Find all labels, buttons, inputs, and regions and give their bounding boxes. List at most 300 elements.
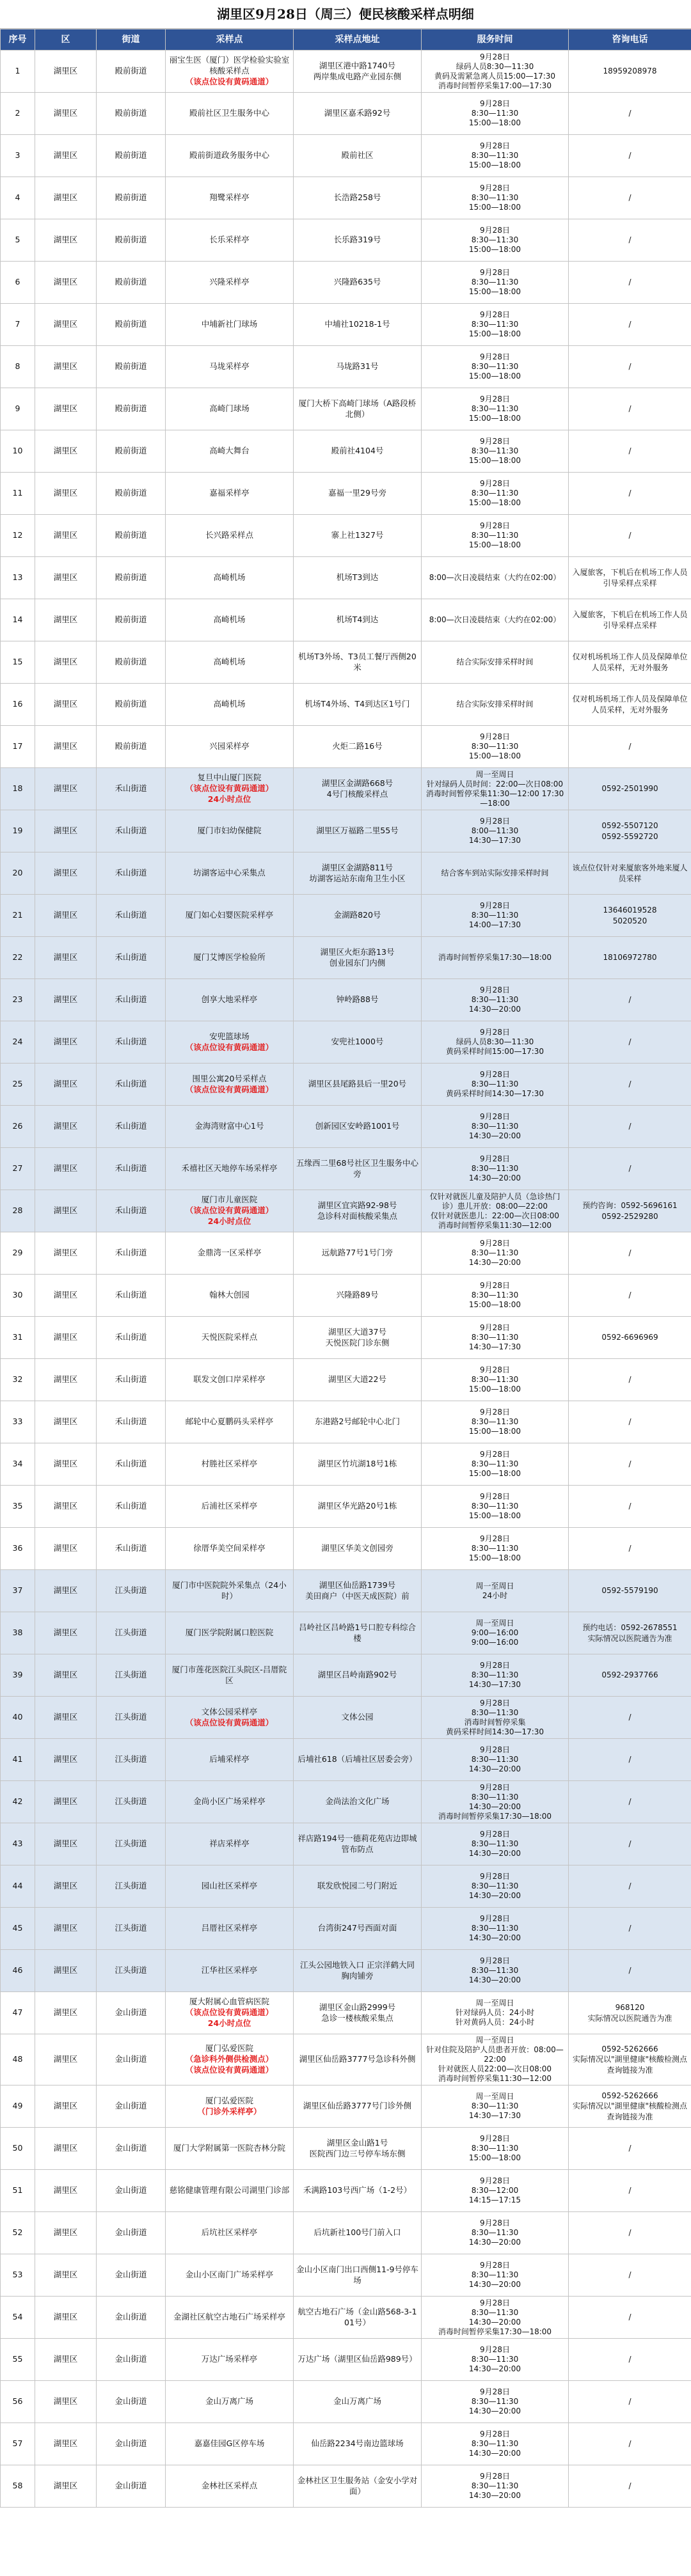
cell-street: 禾山街道 [97, 937, 166, 979]
site-name: 长乐采样亭 [209, 235, 250, 245]
cell-no: 15 [1, 641, 35, 684]
cell-address: 五缘西二里68号社区卫生服务中心旁 [294, 1148, 422, 1190]
cell-site [166, 346, 294, 388]
table-row [1, 1106, 691, 1148]
cell-time: 周一至周日 针对绿码人员时间：22:00—次日08:00 消毒时间暂停采集11:30—12:00 17:30—18:00 [422, 768, 569, 810]
site-name: 翰林大创园 [209, 1290, 250, 1300]
cell-time: 结合客车到站实际安排采样时间 [422, 852, 569, 895]
cell-no: 12 [1, 515, 35, 557]
cell-site [166, 2339, 294, 2381]
cell-time: 结合实际安排采样时间 [422, 641, 569, 684]
table-row [1, 768, 691, 810]
cell-no: 45 [1, 1908, 35, 1950]
cell-district: 湖里区 [35, 1781, 97, 1823]
cell-site [166, 1908, 294, 1950]
cell-district: 湖里区 [35, 1190, 97, 1232]
site-name: 慈铭健康管理有限公司湖里门诊部 [169, 2185, 290, 2195]
cell-site [166, 599, 294, 641]
cell-time: 9月28日 8:30—11:30 14:30—20:00 [422, 1908, 569, 1950]
cell-time: 9月28日 8:30—11:30 15:00—18:00 [422, 473, 569, 515]
site-name: 厦门如心妇婴医院采样亭 [185, 910, 274, 920]
cell-time: 9月28日 8:30—11:30 14:30—20:00 [422, 2339, 569, 2381]
cell-no: 14 [1, 599, 35, 641]
cell-district: 湖里区 [35, 1359, 97, 1401]
cell-street: 金山街道 [97, 2170, 166, 2212]
cell-phone: / [569, 2465, 691, 2508]
cell-time: 9月28日 8:30—11:30 14:30—17:30 [422, 1654, 569, 1697]
cell-no: 47 [1, 1992, 35, 2034]
site-note: （该点位设有黄码通道） 24小时点位 [185, 2007, 274, 2028]
site-name: 祥店采样亭 [209, 1839, 250, 1849]
cell-phone: / [569, 346, 691, 388]
cell-phone: / [569, 1148, 691, 1190]
cell-no: 27 [1, 1148, 35, 1190]
cell-address: 兴隆路635号 [294, 262, 422, 304]
cell-district: 湖里区 [35, 1232, 97, 1275]
cell-address: 金尚法治文化广场 [294, 1781, 422, 1823]
cell-no: 24 [1, 1021, 35, 1064]
cell-time: 9月28日 8:30—11:30 15:00—18:00 [422, 1401, 569, 1443]
table-row [1, 2034, 691, 2085]
site-name: 丽宝生医（厦门）医学检验实验室核酸采样点 [169, 55, 290, 76]
cell-address: 长浩路258号 [294, 177, 422, 219]
cell-street: 江头街道 [97, 1612, 166, 1654]
cell-no: 54 [1, 2297, 35, 2339]
cell-district: 湖里区 [35, 1950, 97, 1992]
site-note: （该点位设有黄码通道） [185, 1042, 274, 1052]
cell-time: 9月28日 8:30—11:30 15:00—18:00 [422, 1486, 569, 1528]
site-name: 坊湖客运中心采集点 [193, 868, 266, 878]
cell-phone: / [569, 515, 691, 557]
cell-phone: 入厦旅客，下机后在机场工作人员引导采样点采样 [569, 599, 691, 641]
cell-address: 机场T4外场、T4到达区1号门 [294, 684, 422, 726]
cell-phone: / [569, 219, 691, 262]
cell-phone: 0592-5262666 实际情况以"湖里健康"核酸检测点查询链接为准 [569, 2085, 691, 2128]
table-row [1, 1359, 691, 1401]
cell-site [166, 1823, 294, 1865]
cell-site [166, 430, 294, 473]
cell-street: 禾山街道 [97, 979, 166, 1021]
cell-phone: / [569, 726, 691, 768]
cell-site [166, 1232, 294, 1275]
table-row [1, 219, 691, 262]
cell-district: 湖里区 [35, 262, 97, 304]
site-name: 嘉嘉佳园G区停车场 [194, 2439, 265, 2449]
cell-time: 9月28日 8:30—11:30 14:30—20:00 [422, 979, 569, 1021]
cell-district: 湖里区 [35, 810, 97, 852]
cell-street: 殿前街道 [97, 515, 166, 557]
site-name: 金尚小区广场采样亭 [193, 1796, 266, 1807]
cell-phone: 0592-2937766 [569, 1654, 691, 1697]
cell-address: 金湖路820号 [294, 895, 422, 937]
cell-street: 江头街道 [97, 1739, 166, 1781]
cell-site [166, 684, 294, 726]
cell-no: 39 [1, 1654, 35, 1697]
cell-district: 湖里区 [35, 1486, 97, 1528]
cell-street: 禾山街道 [97, 1401, 166, 1443]
cell-street: 金山街道 [97, 2423, 166, 2465]
cell-no: 2 [1, 93, 35, 135]
cell-address: 文体公园 [294, 1697, 422, 1739]
cell-street: 金山街道 [97, 2254, 166, 2297]
cell-time: 周一至周日 8:30—11:30 14:30—17:30 [422, 2085, 569, 2128]
table-row [1, 895, 691, 937]
table-row [1, 1190, 691, 1232]
cell-street: 禾山街道 [97, 1106, 166, 1148]
cell-street: 殿前街道 [97, 93, 166, 135]
cell-address: 湖里区金山路1号 医院西门边三号停车场东侧 [294, 2128, 422, 2170]
site-name: 文体公园采样亭 [201, 1706, 258, 1716]
site-name: 厦门艾博医学检验所 [193, 952, 266, 962]
cell-time: 9月28日 8:30—11:30 消毒时间暂停采集 黄码采样时间14:30—17:30 [422, 1697, 569, 1739]
site-name: 后浦社区采样亭 [201, 1501, 258, 1511]
cell-address: 创新园区安岭路1001号 [294, 1106, 422, 1148]
cell-phone: / [569, 2128, 691, 2170]
cell-site [166, 388, 294, 430]
cell-address: 禾满路103号西广场（1-2号） [294, 2170, 422, 2212]
table-row [1, 51, 691, 93]
cell-phone: / [569, 1697, 691, 1739]
cell-no: 50 [1, 2128, 35, 2170]
table-row [1, 2212, 691, 2254]
cell-phone: / [569, 1106, 691, 1148]
cell-time: 9月28日 8:30—11:30 14:30—20:00 [422, 2423, 569, 2465]
cell-time: 9月28日 8:30—11:30 黄码采样时间14:30—17:30 [422, 1064, 569, 1106]
cell-phone: 0592-5262666 实际情况以"湖里健康"核酸检测点查询链接为准 [569, 2034, 691, 2085]
cell-address: 祥店路194号一德莉花苑店边即城管布防点 [294, 1823, 422, 1865]
site-name: 园山社区采样亭 [201, 1881, 258, 1891]
cell-no: 33 [1, 1401, 35, 1443]
cell-site [166, 219, 294, 262]
cell-time: 9月28日 8:30—11:30 14:30—20:00 [422, 2465, 569, 2508]
table-row [1, 1148, 691, 1190]
cell-time: 9月28日 8:30—11:30 15:00—18:00 [422, 1443, 569, 1486]
cell-no: 28 [1, 1190, 35, 1232]
site-name: 厦门市妇幼保健院 [197, 826, 262, 836]
table-row [1, 1697, 691, 1739]
cell-street: 金山街道 [97, 2212, 166, 2254]
cell-district: 湖里区 [35, 2339, 97, 2381]
cell-phone: / [569, 1823, 691, 1865]
table-row [1, 684, 691, 726]
cell-phone: / [569, 430, 691, 473]
table-row [1, 810, 691, 852]
cell-time: 周一至周日 针对住院及陪护人员患者开放：08:00—22:00 针对就医人员22:00—次日08:00 消毒时间暂停采集11:30—12:00 [422, 2034, 569, 2085]
site-name: 高崎机场 [213, 657, 246, 667]
cell-site [166, 473, 294, 515]
cell-no: 3 [1, 135, 35, 177]
cell-district: 湖里区 [35, 1528, 97, 1570]
cell-time: 9月28日 8:30—11:30 15:00—18:00 [422, 1275, 569, 1317]
cell-site [166, 1654, 294, 1697]
cell-address: 联发欣悦园二号门附近 [294, 1865, 422, 1908]
cell-no: 40 [1, 1697, 35, 1739]
table-row [1, 2085, 691, 2128]
site-note: （该点位设有黄码通道） [185, 1084, 274, 1094]
cell-address: 湖里区港中路1740号 两岸集成电路产业园东侧 [294, 51, 422, 93]
cell-street: 金山街道 [97, 2381, 166, 2423]
cell-street: 禾山街道 [97, 768, 166, 810]
site-name: 复旦中山厦门医院 [197, 773, 262, 783]
cell-time: 9月28日 8:30—11:30 15:00—18:00 [422, 388, 569, 430]
cell-street: 禾山街道 [97, 1021, 166, 1064]
cell-phone: / [569, 1359, 691, 1401]
table-row [1, 2297, 691, 2339]
cell-district: 湖里区 [35, 2170, 97, 2212]
cell-street: 禾山街道 [97, 1232, 166, 1275]
table-row [1, 1401, 691, 1443]
cell-address: 殿前社区 [294, 135, 422, 177]
cell-street: 金山街道 [97, 2465, 166, 2508]
cell-time: 9月28日 8:30—11:30 14:30—20:00 [422, 2381, 569, 2423]
table-row [1, 262, 691, 304]
table-row [1, 2128, 691, 2170]
cell-site [166, 51, 294, 93]
cell-district: 湖里区 [35, 2423, 97, 2465]
column-header-district: 区 [35, 29, 97, 51]
cell-no: 44 [1, 1865, 35, 1908]
page-title: 湖里区9月28日（周三）便民核酸采样点明细 [0, 0, 691, 29]
cell-district: 湖里区 [35, 51, 97, 93]
site-name: 厦门医学院附属口腔医院 [185, 1628, 274, 1638]
cell-address: 金山小区南门出口西侧11-9号停车场 [294, 2254, 422, 2297]
cell-time: 9月28日 8:30—11:30 15:00—18:00 [422, 430, 569, 473]
cell-address: 湖里区仙岳路1739号 美田商户（中医天成医院）前 [294, 1570, 422, 1612]
cell-address: 湖里区华光路20号1栋 [294, 1486, 422, 1528]
cell-district: 湖里区 [35, 1570, 97, 1612]
cell-street: 禾山街道 [97, 1443, 166, 1486]
cell-street: 金山街道 [97, 2128, 166, 2170]
cell-street: 殿前街道 [97, 473, 166, 515]
cell-time: 9月28日 8:00—11:30 14:30—17:30 [422, 810, 569, 852]
table-row [1, 1739, 691, 1781]
table-row [1, 1486, 691, 1528]
cell-address: 湖里区宜宾路92-98号 急诊科对面核酸采集点 [294, 1190, 422, 1232]
cell-site [166, 93, 294, 135]
cell-phone: / [569, 2212, 691, 2254]
site-name: 吕厝社区采样亭 [201, 1923, 258, 1933]
cell-district: 湖里区 [35, 895, 97, 937]
cell-phone: 该点位仅针对来厦旅客外地来厦人员采样 [569, 852, 691, 895]
cell-time: 9月28日 8:30—11:30 14:30—20:00 [422, 1739, 569, 1781]
cell-street: 江头街道 [97, 1570, 166, 1612]
cell-time: 9月28日 8:30—11:30 15:00—18:00 [422, 346, 569, 388]
cell-no: 18 [1, 768, 35, 810]
table-row [1, 641, 691, 684]
cell-phone: / [569, 1865, 691, 1908]
site-note: （该点位设有黄码通道） 24小时点位 [185, 783, 274, 804]
cell-street: 江头街道 [97, 1697, 166, 1739]
cell-district: 湖里区 [35, 1908, 97, 1950]
cell-street: 禾山街道 [97, 1528, 166, 1570]
cell-site [166, 810, 294, 852]
table-body [1, 51, 691, 2508]
cell-time: 9月28日 8:30—11:30 14:30—20:00 [422, 1823, 569, 1865]
cell-site [166, 1486, 294, 1528]
cell-address: 湖里区金湖路668号 4号门核酸采样点 [294, 768, 422, 810]
site-name: 天悦医院采样点 [201, 1332, 258, 1342]
cell-phone: / [569, 1232, 691, 1275]
table-row [1, 515, 691, 557]
table-row [1, 1950, 691, 1992]
cell-time: 9月28日 8:30—11:30 15:00—18:00 [422, 515, 569, 557]
cell-phone: / [569, 2297, 691, 2339]
cell-site [166, 937, 294, 979]
cell-address: 马垅路31号 [294, 346, 422, 388]
cell-phone: / [569, 93, 691, 135]
cell-time: 9月28日 8:30—12:00 14:15—17:15 [422, 2170, 569, 2212]
table-row [1, 1654, 691, 1697]
cell-time: 9月28日 8:30—11:30 15:00—18:00 [422, 304, 569, 346]
cell-street: 殿前街道 [97, 684, 166, 726]
site-name: 高崎机场 [213, 615, 246, 625]
cell-phone: 入厦旅客，下机后在机场工作人员引导采样点采样 [569, 557, 691, 599]
table-row [1, 346, 691, 388]
cell-phone: 0592-2501990 [569, 768, 691, 810]
cell-no: 21 [1, 895, 35, 937]
cell-address: 中埔社10218-1号 [294, 304, 422, 346]
table-row [1, 1908, 691, 1950]
cell-time: 9月28日 8:30—11:30 14:30—20:00 [422, 1148, 569, 1190]
cell-time: 周一至周日 9:00—16:00 9:00—16:00 [422, 1612, 569, 1654]
cell-address: 殿前社4104号 [294, 430, 422, 473]
cell-address: 机场T3到达 [294, 557, 422, 599]
site-name: 兴隆采样亭 [209, 277, 250, 287]
cell-site [166, 262, 294, 304]
site-note: （门诊外采样亭） [197, 2106, 262, 2116]
cell-district: 湖里区 [35, 2034, 97, 2085]
cell-site [166, 1570, 294, 1612]
cell-time: 9月28日 8:30—11:30 15:00—18:00 [422, 2128, 569, 2170]
cell-phone: / [569, 1908, 691, 1950]
cell-site [166, 2254, 294, 2297]
cell-street: 殿前街道 [97, 726, 166, 768]
site-name: 围里公寓20号采样点 [192, 1073, 267, 1083]
cell-site [166, 1612, 294, 1654]
cell-address: 万达广场（湖里区仙岳路989号） [294, 2339, 422, 2381]
cell-site [166, 1021, 294, 1064]
table-row [1, 473, 691, 515]
cell-street: 禾山街道 [97, 1359, 166, 1401]
cell-no: 17 [1, 726, 35, 768]
table-row [1, 304, 691, 346]
cell-address: 寨上社1327号 [294, 515, 422, 557]
cell-street: 金山街道 [97, 1992, 166, 2034]
table-row [1, 2381, 691, 2423]
cell-phone: / [569, 304, 691, 346]
cell-no: 7 [1, 304, 35, 346]
cell-no: 57 [1, 2423, 35, 2465]
cell-no: 51 [1, 2170, 35, 2212]
cell-phone: 0592-6696969 [569, 1317, 691, 1359]
cell-site [166, 2128, 294, 2170]
cell-district: 湖里区 [35, 979, 97, 1021]
cell-time: 9月28日 8:30—11:30 15:00—18:00 [422, 177, 569, 219]
site-name: 金山小区南门广场采样亭 [185, 2270, 274, 2280]
cell-phone: / [569, 2381, 691, 2423]
cell-no: 5 [1, 219, 35, 262]
column-header-time: 服务时间 [422, 29, 569, 51]
cell-site [166, 2381, 294, 2423]
cell-address: 湖里区大道22号 [294, 1359, 422, 1401]
site-name: 厦门弘爱医院 [205, 2095, 253, 2105]
cell-address: 远航路77号1号门旁 [294, 1232, 422, 1275]
cell-district: 湖里区 [35, 2128, 97, 2170]
cell-no: 19 [1, 810, 35, 852]
cell-street: 殿前街道 [97, 388, 166, 430]
site-name: 金山万离广场 [205, 2396, 253, 2407]
site-name: 安兜篮球场 [209, 1031, 250, 1041]
site-name: 厦大附属心血管病医院 [189, 1997, 269, 2007]
cell-site [166, 2212, 294, 2254]
cell-time: 9月28日 8:30—11:30 15:00—18:00 [422, 219, 569, 262]
cell-site [166, 557, 294, 599]
cell-address: 湖里区仙岳路3777号急诊科外侧 [294, 2034, 422, 2085]
cell-street: 禾山街道 [97, 1148, 166, 1190]
table-row [1, 1064, 691, 1106]
site-note: （该点位设有黄码通道） 24小时点位 [185, 1206, 274, 1226]
cell-district: 湖里区 [35, 219, 97, 262]
cell-street: 金山街道 [97, 2339, 166, 2381]
cell-address: 金林社区卫生服务站（金安小学对面） [294, 2465, 422, 2508]
site-name: 翔鹭采样亭 [209, 192, 250, 203]
cell-phone: / [569, 1021, 691, 1064]
table-row [1, 1865, 691, 1908]
cell-no: 38 [1, 1612, 35, 1654]
cell-district: 湖里区 [35, 304, 97, 346]
cell-time: 9月28日 8:30—11:30 15:00—18:00 [422, 93, 569, 135]
site-name: 联发文创口岸采样亭 [193, 1374, 266, 1385]
cell-no: 52 [1, 2212, 35, 2254]
cell-address: 仙岳路2234号南边篮球场 [294, 2423, 422, 2465]
cell-district: 湖里区 [35, 388, 97, 430]
cell-address: 湖里区嘉禾路92号 [294, 93, 422, 135]
cell-site [166, 1443, 294, 1486]
site-name: 村塍社区采样亭 [201, 1459, 258, 1469]
cell-no: 13 [1, 557, 35, 599]
cell-phone: / [569, 979, 691, 1021]
cell-site [166, 1697, 294, 1739]
cell-site [166, 2170, 294, 2212]
cell-district: 湖里区 [35, 1992, 97, 2034]
cell-no: 58 [1, 2465, 35, 2508]
site-name: 后坑社区采样亭 [201, 2227, 258, 2238]
table-row [1, 388, 691, 430]
table-header-row [1, 29, 691, 51]
table-row [1, 979, 691, 1021]
cell-site [166, 2034, 294, 2085]
cell-site [166, 2465, 294, 2508]
cell-time: 周一至周日 24小时 [422, 1570, 569, 1612]
cell-site [166, 515, 294, 557]
site-name: 长兴路采样点 [205, 530, 253, 540]
cell-district: 湖里区 [35, 93, 97, 135]
site-name: 后埔采样亭 [209, 1754, 250, 1764]
site-name: 金湖社区航空古地石广场采样亭 [173, 2312, 285, 2322]
cell-no: 20 [1, 852, 35, 895]
cell-phone: / [569, 1443, 691, 1486]
cell-time: 结合实际安排采样时间 [422, 684, 569, 726]
site-name: 高崎机场 [213, 699, 246, 709]
cell-no: 9 [1, 388, 35, 430]
table-row [1, 1443, 691, 1486]
cell-phone: / [569, 1739, 691, 1781]
cell-no: 34 [1, 1443, 35, 1486]
cell-address: 金山万离广场 [294, 2381, 422, 2423]
cell-address: 湖里区金山路2999号 急诊一楼核酸采集点 [294, 1992, 422, 2034]
site-name: 金海湾财富中心1号 [195, 1121, 264, 1131]
cell-district: 湖里区 [35, 1148, 97, 1190]
